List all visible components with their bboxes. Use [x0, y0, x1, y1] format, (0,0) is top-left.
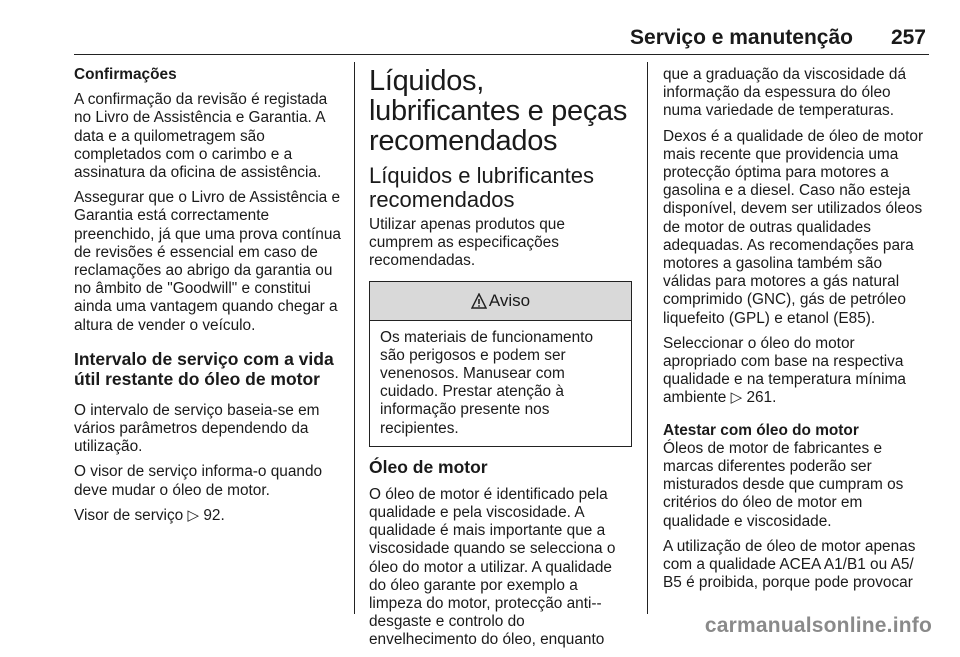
service-display-reference [74, 507, 346, 525]
page-number: 257 [890, 26, 926, 49]
sub-heading: Líquidos e lubrificantes recomendados [369, 163, 595, 212]
watermark: carmanualsonline.info [704, 614, 932, 637]
column-1 [74, 66, 346, 532]
warning-text: Os materiais de funcionamento são perigosos e podem ser venenosos. Manusear com cuidado. Prestar atenção à informação presente nos recipientes. [380, 328, 594, 437]
viscosity-paragraph: que a graduação da viscosidade dá informação da espessura do óleo numa variedade de temperaturas. [663, 66, 907, 120]
select-oil-page: 261. [746, 389, 777, 407]
select-oil-paragraph [663, 335, 929, 408]
service-display-page: 92. [203, 506, 225, 524]
confirmations-paragraph-2: Assegurar que o Livro de Assistência e Garantia está correctamente preenchido, já que uma prova contínua de revisões é essencial em caso de reclamações ao abrigo da garantia ou no âmbito de "Goodwill" e constitui ainda uma vantagem quando chegar a altura de vender o veículo. [74, 189, 341, 334]
warning-title: Aviso [488, 290, 531, 310]
topup-paragraph-1: Óleos de motor de fabricantes e marcas diferentes poderão ser misturados desde que cumpram os critérios do óleo de motor em qualidade e viscosidade. [663, 439, 904, 530]
service-interval-paragraph-1: O intervalo de serviço baseia-se em vários parâmetros dependendo da utilização. [74, 401, 320, 456]
engine-oil-paragraph-1: O óleo de motor é identificado pela qualidade e pela viscosidade. A qualidade é mais importante que a viscosidade quando se selecciona o óleo do motor a utilizar. A qualidade do óleo garante por exemplo a limpeza do motor, protecção anti--desgaste e controlo do envelhecimento do óleo, enquanto [369, 485, 616, 649]
section-title: Serviço e manutenção [630, 26, 853, 49]
service-interval-paragraph-2: O visor de serviço informa-o quando deve mudar o óleo de motor. [74, 463, 323, 499]
topup-heading: Atestar com óleo do motor [663, 421, 859, 439]
page-ref-arrow-icon: ▷ [187, 506, 200, 524]
page-header [630, 26, 926, 50]
main-heading: Líquidos, lubrificantes e peças recomendados [369, 65, 628, 157]
warning-body [370, 321, 631, 446]
column-2 [369, 66, 632, 657]
column-divider-1 [354, 62, 355, 614]
dexos-paragraph: Dexos é a qualidade de óleo de motor mais recente que providencia uma protecção óptima para motores a gasolina e a diesel. Caso não esteja disponível, devem ser utilizados óleos de motor de outras qualidades adequadas. As recomendações para motores a gasolina também são válidas para motores a gás natural comprimido (GNC), gás de petróleo liquefeito (GPL) e etanol (E85). [663, 127, 924, 327]
service-display-label: Visor de serviço [74, 506, 184, 524]
confirmations-heading: Confirmações [74, 66, 177, 83]
confirmations-paragraph-1: A confirmação da revisão é registada no Livro de Assistência e Garantia. A data e a quilometragem são completados com o carimbo e a assinatura da oficina de assistência. [74, 91, 328, 182]
topup-paragraph-2: A utilização de óleo de motor apenas com a qualidade ACEA A1/B1 ou A5/ B5 é proibida, porque pode provocar [663, 537, 916, 592]
service-interval-heading: Intervalo de serviço com a vida útil restante do óleo de motor [74, 348, 334, 389]
engine-oil-heading: Óleo de motor [369, 456, 488, 477]
warning-title-bar [370, 282, 631, 321]
select-oil-text: Seleccionar o óleo do motor apropriado com base na respectiva qualidade e na temperatura mínima ambiente [663, 334, 906, 407]
warning-box [369, 281, 632, 447]
warning-icon [471, 293, 487, 309]
column-3 [663, 66, 929, 599]
page-ref-arrow-icon: ▷ [730, 389, 743, 407]
header-rule [74, 54, 929, 55]
column-divider-2 [647, 62, 648, 614]
intro-paragraph: Utilizar apenas produtos que cumprem as especificações recomendadas. [369, 216, 565, 270]
